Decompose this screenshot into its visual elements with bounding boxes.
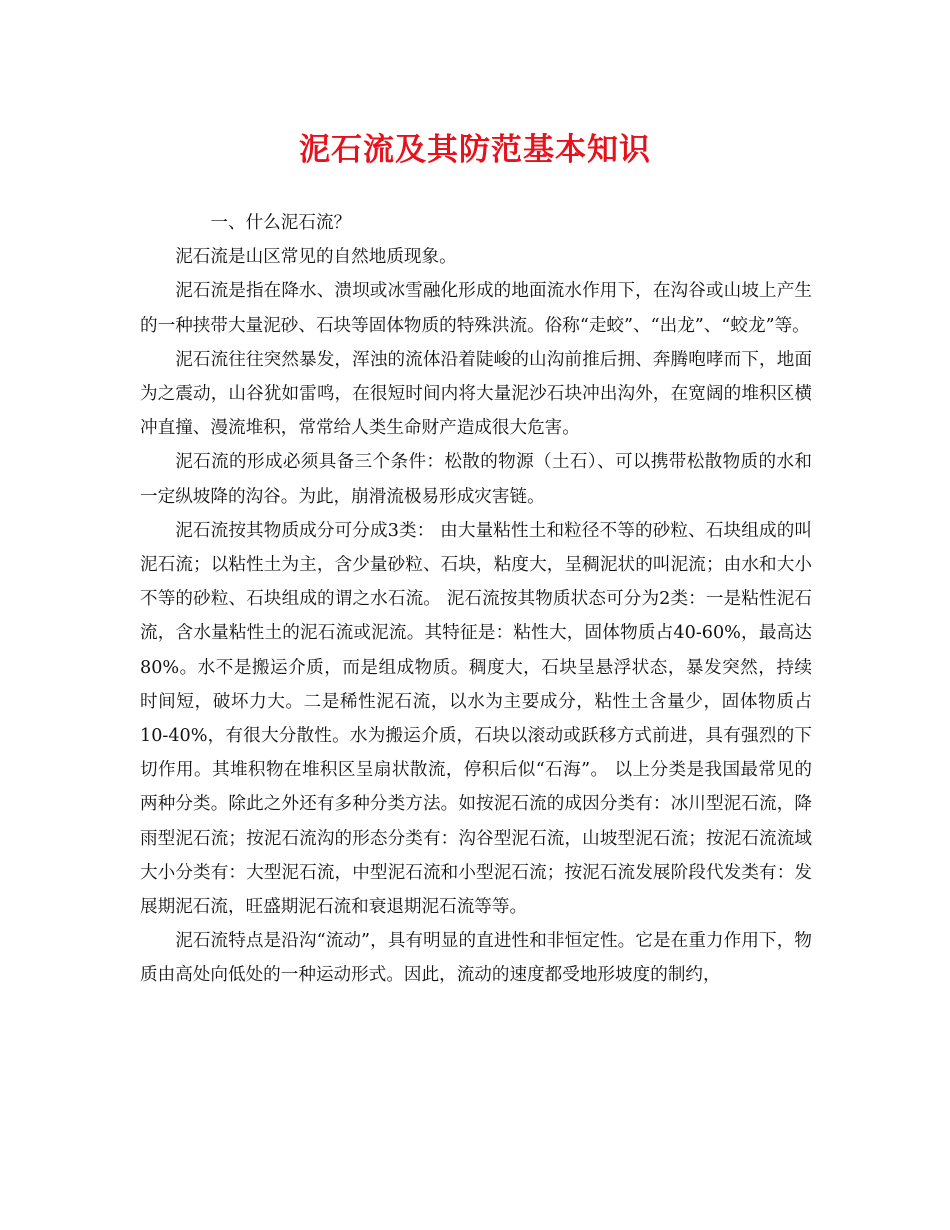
paragraph: 泥石流按其物质成分可分成3类： 由大量粘性土和粒径不等的砂粒、石块组成的叫泥石流；以粘性土为主，含少量砂粒、石块，粘度大，呈稠泥状的叫泥流；由水和大小不等的砂粒、石块组成的谓之水石流。 泥石流按其物质状态可分为2类：一是粘性泥石流，含水量粘性土的泥石流或泥流。其特征是：粘性大，固体物质占40-60%，最高达80%。水不是搬运介质，而是组成物质。稠度大，石块呈悬浮状态，暴发突然，持续时间短，破坏力大。二是稀性泥石流，以水为主要成分，粘性土含量少，固体物质占10-40%，有很大分散性。水为搬运介质，石块以滚动或跃移方式前进，具有强烈的下切作用。其堆积物在堆积区呈扇状散流，停积后似“石海”。 以上分类是我国最常见的两种分类。除此之外还有多种分类方法。如按泥石流的成因分类有：冰川型泥石流，降雨型泥石流；按泥石流沟的形态分类有：沟谷型泥石流，山坡型泥石流；按泥石流流域大小分类有：大型泥石流，中型泥石流和小型泥石流；按泥石流发展阶段代发类有：发展期泥石流，旺盛期泥石流和衰退期泥石流等等。	[140, 520, 812, 918]
paragraph: 泥石流是山区常见的自然地质现象。	[175, 247, 457, 268]
paragraph: 泥石流特点是沿沟“流动”，具有明显的直进性和非恒定性。它是在重力作用下，物质由高处向低处的一种运动形式。因此，流动的速度都受地形坡度的制约，	[140, 931, 812, 986]
paragraph: 泥石流往往突然暴发，浑浊的流体沿着陡峻的山沟前推后拥、奔腾咆哮而下，地面为之震动，山谷犹如雷鸣，在很短时间内将大量泥沙石块冲出沟外，在宽阔的堆积区横冲直撞、漫流堆积，常常给人类生命财产造成很大危害。	[140, 349, 812, 439]
document-title: 泥石流及其防范基本知识	[299, 132, 651, 168]
paragraph: 泥石流的形成必须具备三个条件：松散的物源（土石）、可以携带松散物质的水和一定纵坡降的沟谷。为此，崩滑流极易形成灾害链。	[140, 452, 812, 507]
paragraph: 泥石流是指在降水、溃坝或冰雪融化形成的地面流水作用下，在沟谷或山坡上产生的一种挟带大量泥砂、石块等固体物质的特殊洪流。俗称“走蛟”、“出龙”、“蛟龙”等。	[140, 281, 812, 336]
section-heading: 一、什么泥石流？	[210, 213, 352, 233]
document-body	[140, 206, 812, 993]
